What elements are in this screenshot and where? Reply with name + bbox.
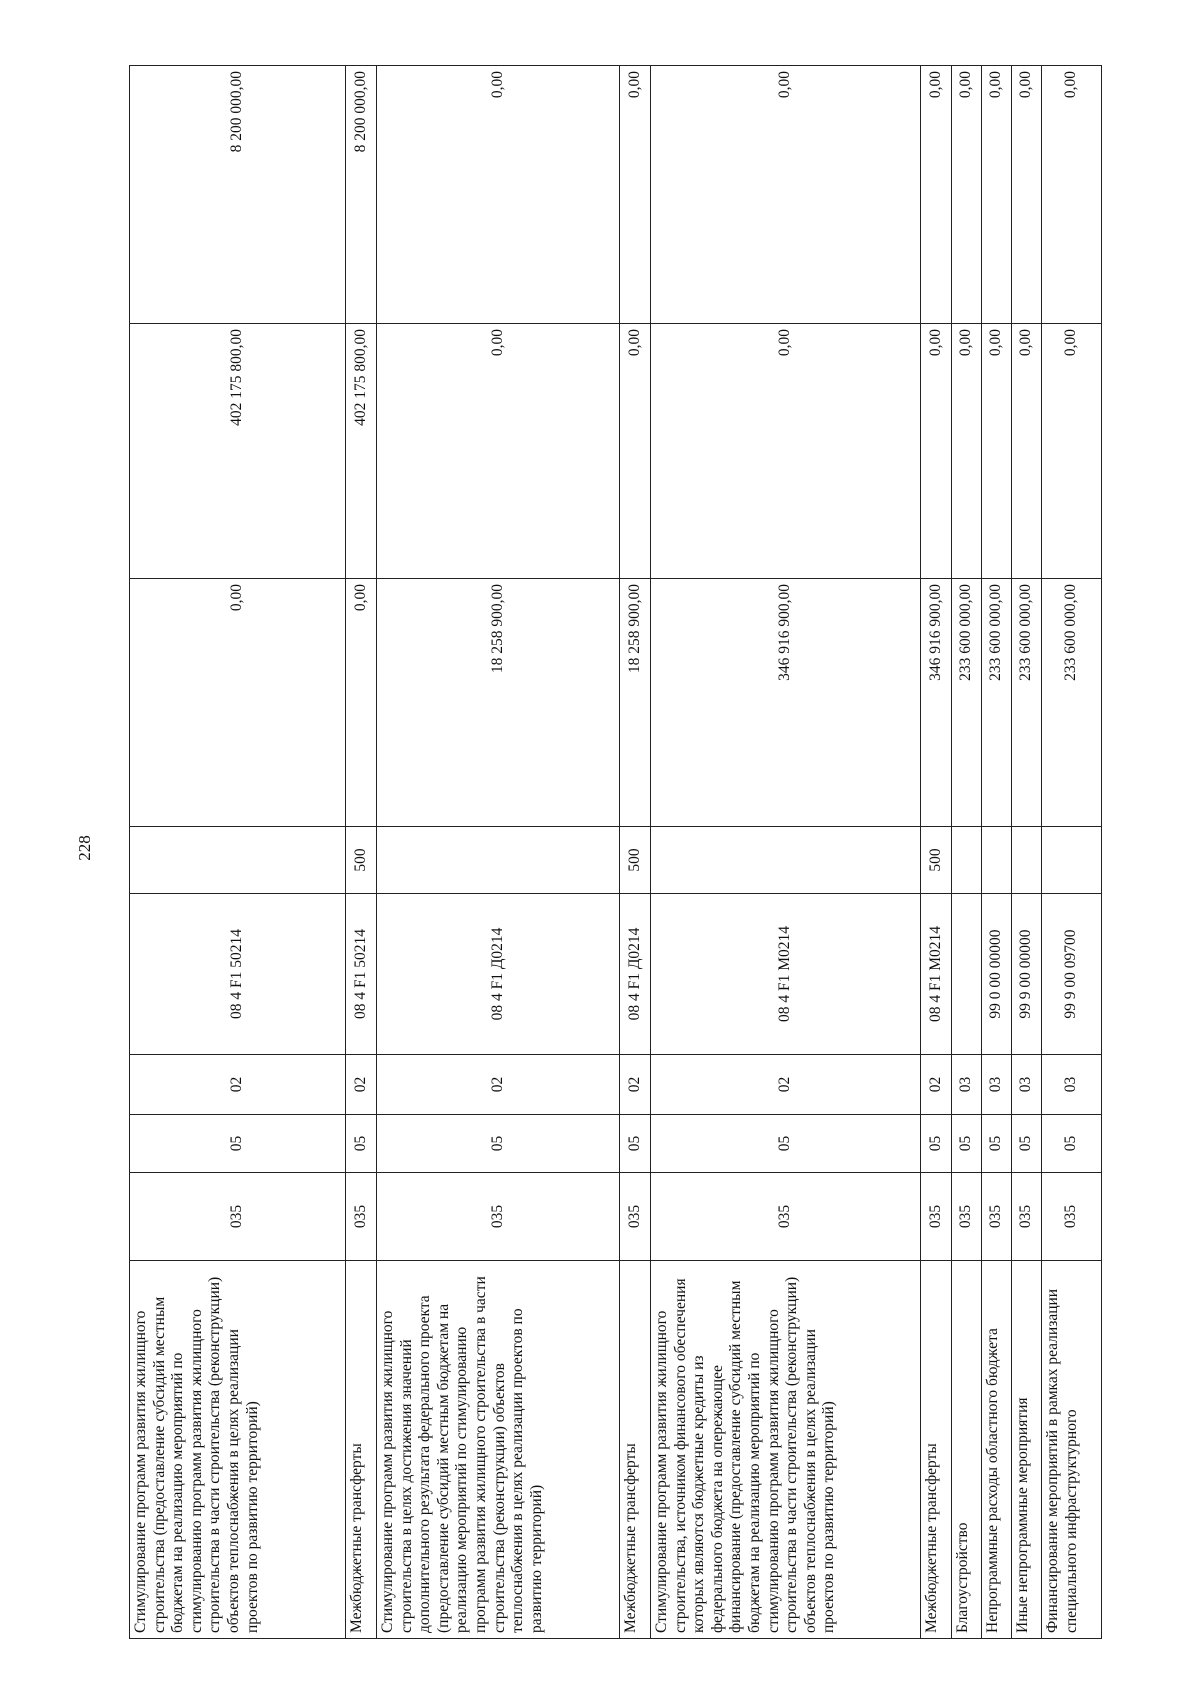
section-cell: 05 [651,1115,921,1173]
budget-table [129,65,1102,1639]
expense-type-cell [952,827,982,894]
row-name-cell: Межбюджетные трансферты [921,1261,952,1639]
expense-type-cell [1012,827,1042,894]
row-name-cell: Финансирование мероприятий в рамках реализации специального инфраструктурного [1042,1261,1102,1639]
year3-amount-cell: 8 200 000,00 [346,66,377,324]
row-name-cell: Межбюджетные трансферты [620,1261,651,1639]
year2-amount-cell: 0,00 [921,324,952,579]
section-cell: 05 [377,1115,620,1173]
subsection-cell: 03 [982,1055,1012,1115]
grbs-cell: 035 [651,1173,921,1261]
row-name-cell: Стимулирование программ развития жилищного строительства, источником финансового обеспечения которых являются бюджетные кредиты из федерального бюджета на опережающее финансирование (предоставление субсидий местным бюджетам на реализацию мероприятий по стимулированию программ развития жилищного строительства в части строительства (реконструкции) объектов теплоснабжения в целях реализации проектов по развитию территорий) [651,1261,921,1639]
year2-amount-cell: 0,00 [620,324,651,579]
subsection-cell: 03 [1042,1055,1102,1115]
year3-amount-cell: 0,00 [921,66,952,324]
grbs-cell: 035 [377,1173,620,1261]
expense-type-cell [982,827,1012,894]
year3-amount-cell: 0,00 [982,66,1012,324]
year1-amount-cell: 0,00 [346,579,377,827]
grbs-cell: 035 [346,1173,377,1261]
target-article-cell: 08 4 F1 50214 [346,894,377,1055]
year2-amount-cell: 0,00 [1012,324,1042,579]
row-name-cell: Непрограммные расходы областного бюджета [982,1261,1012,1639]
section-cell: 05 [1042,1115,1102,1173]
target-article-cell: 08 4 F1 M0214 [921,894,952,1055]
page-number: 228 [75,835,94,861]
subsection-cell: 02 [651,1055,921,1115]
grbs-cell: 035 [1042,1173,1102,1261]
year2-amount-cell: 0,00 [1042,324,1102,579]
subsection-cell: 02 [377,1055,620,1115]
table-row [377,66,620,1639]
year2-amount-cell: 402 175 800,00 [130,324,346,579]
expense-type-cell: 500 [620,827,651,894]
section-cell: 05 [620,1115,651,1173]
year1-amount-cell: 233 600 000,00 [1042,579,1102,827]
table-row [1042,66,1102,1639]
year3-amount-cell: 0,00 [620,66,651,324]
expense-type-cell [377,827,620,894]
grbs-cell: 035 [1012,1173,1042,1261]
subsection-cell: 02 [130,1055,346,1115]
target-article-cell: 99 9 00 09700 [1042,894,1102,1055]
target-article-cell [952,894,982,1055]
subsection-cell: 03 [1012,1055,1042,1115]
subsection-cell: 03 [952,1055,982,1115]
table-row [1012,66,1042,1639]
subsection-cell: 02 [620,1055,651,1115]
expense-type-cell [1042,827,1102,894]
expense-type-cell [130,827,346,894]
year2-amount-cell: 0,00 [982,324,1012,579]
row-name-cell: Стимулирование программ развития жилищного строительства в целях достижения значений дополнительного результата федерального проекта (предоставление субсидий местным бюджетам на реализацию мероприятий по стимулированию программ развития жилищного строительства в части строительства (реконструкции) объектов теплоснабжения в целях реализации проектов по развитию территорий) [377,1261,620,1639]
target-article-cell: 08 4 F1 M0214 [651,894,921,1055]
year1-amount-cell: 233 600 000,00 [982,579,1012,827]
year3-amount-cell: 0,00 [952,66,982,324]
table-row [952,66,982,1639]
table-row [982,66,1012,1639]
table-row [620,66,651,1639]
target-article-cell: 08 4 F1 Д0214 [377,894,620,1055]
year1-amount-cell: 346 916 900,00 [651,579,921,827]
year2-amount-cell: 0,00 [952,324,982,579]
year1-amount-cell: 18 258 900,00 [377,579,620,827]
target-article-cell: 99 0 00 00000 [982,894,1012,1055]
table-row [651,66,921,1639]
year3-amount-cell: 0,00 [1012,66,1042,324]
section-cell: 05 [130,1115,346,1173]
target-article-cell: 08 4 F1 Д0214 [620,894,651,1055]
section-cell: 05 [921,1115,952,1173]
grbs-cell: 035 [921,1173,952,1261]
row-name-cell: Межбюджетные трансферты [346,1261,377,1639]
year3-amount-cell: 0,00 [1042,66,1102,324]
year1-amount-cell: 18 258 900,00 [620,579,651,827]
budget-table-body [130,66,1102,1639]
year2-amount-cell: 0,00 [651,324,921,579]
target-article-cell: 08 4 F1 50214 [130,894,346,1055]
expense-type-cell: 500 [346,827,377,894]
section-cell: 05 [952,1115,982,1173]
year1-amount-cell: 233 600 000,00 [1012,579,1042,827]
year1-amount-cell: 233 600 000,00 [952,579,982,827]
year3-amount-cell: 0,00 [651,66,921,324]
table-row [130,66,346,1639]
expense-type-cell [651,827,921,894]
grbs-cell: 035 [982,1173,1012,1261]
section-cell: 05 [982,1115,1012,1173]
section-cell: 05 [1012,1115,1042,1173]
grbs-cell: 035 [620,1173,651,1261]
row-name-cell: Иные непрограммные мероприятия [1012,1261,1042,1639]
subsection-cell: 02 [346,1055,377,1115]
year3-amount-cell: 8 200 000,00 [130,66,346,324]
row-name-cell: Благоустройство [952,1261,982,1639]
section-cell: 05 [346,1115,377,1173]
budget-table-container [129,66,1131,1639]
table-row [346,66,377,1639]
table-row [921,66,952,1639]
target-article-cell: 99 9 00 00000 [1012,894,1042,1055]
year1-amount-cell: 346 916 900,00 [921,579,952,827]
year2-amount-cell: 0,00 [377,324,620,579]
subsection-cell: 02 [921,1055,952,1115]
expense-type-cell: 500 [921,827,952,894]
year1-amount-cell: 0,00 [130,579,346,827]
year3-amount-cell: 0,00 [377,66,620,324]
grbs-cell: 035 [952,1173,982,1261]
year2-amount-cell: 402 175 800,00 [346,324,377,579]
row-name-cell: Стимулирование программ развития жилищного строительства (предоставление субсидий местным бюджетам на реализацию мероприятий по стимулированию программ развития жилищного строительства в части строительства (реконструкции) объектов теплоснабжения в целях реализации проектов по развитию территорий) [130,1261,346,1639]
grbs-cell: 035 [130,1173,346,1261]
